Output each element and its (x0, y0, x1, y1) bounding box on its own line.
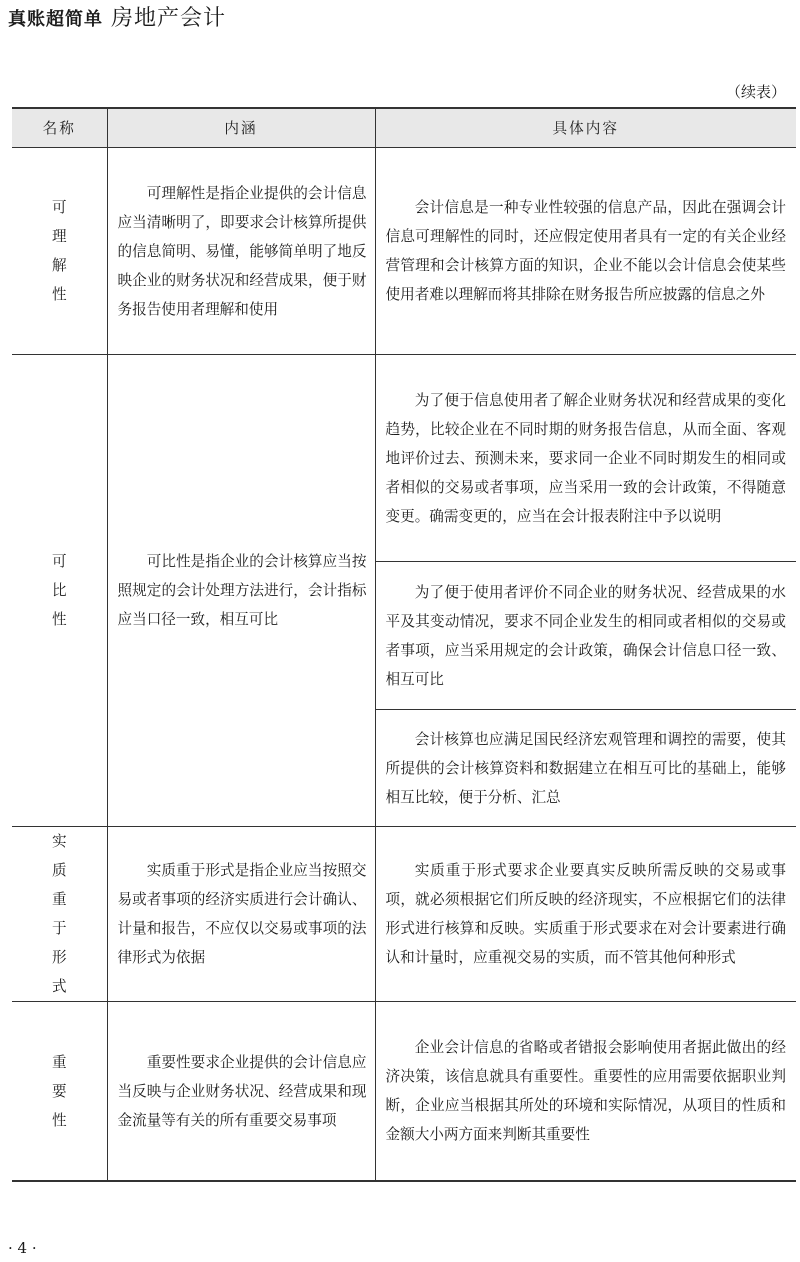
row-name: 实质重于形式 (51, 833, 67, 995)
definition-text: 实质重于形式是指企业应当按照交易或者事项的经济实质进行会计确认、计量和报告，不应仅以交易或事项的法律形式为依据 (117, 862, 367, 966)
details-text: 为了便于使用者评价不同企业的财务状况、经营成果的水平及其变动情况，要求不同企业发生的相同或者相似的交易或者事项，应当采用规定的会计政策，确保会计信息口径一致、相互可比 (385, 583, 786, 688)
details-cell (375, 562, 796, 710)
details-text: 企业会计信息的省略或者错报会影响使用者据此做出的经济决策，该信息就具有重要性。重要性的应用需要依据职业判断，企业应当根据其所处的环境和实际情况，从项目的性质和金额大小两方面来判断其重要性 (385, 1039, 786, 1143)
row-name-cell (12, 148, 107, 355)
column-header-definition: 内涵 (107, 108, 375, 148)
details-cell (375, 355, 796, 562)
continued-label: （续表） (725, 83, 786, 101)
definition-cell (107, 355, 375, 827)
definition-text: 可理解性是指企业提供的会计信息应当清晰明了，即要求会计核算所提供的信息简明、易懂，能够简单明了地反映企业的财务状况和经营成果，便于财务报告使用者理解和使用 (117, 184, 367, 318)
definition-cell (107, 827, 375, 1002)
row-name-cell (12, 355, 107, 827)
row-name: 可理解性 (51, 199, 67, 303)
details-text: 会计核算也应满足国民经济宏观管理和调控的需要，使其所提供的会计核算资料和数据建立在相互可比的基础上，能够相互比较，便于分析、汇总 (385, 730, 786, 806)
table-row (12, 355, 796, 562)
details-text: 为了便于信息使用者了解企业财务状况和经营成果的变化趋势，比较企业在不同时期的财务报告信息，从而全面、客观地评价过去、预测未来，要求同一企业不同时期发生的相同或者相似的交易或者事项，应当采用一致的会计政策，不得随意变更。确需变更的，应当在会计报表附注中予以说明 (385, 391, 786, 525)
definition-text: 重要性要求企业提供的会计信息应当反映与企业财务状况、经营成果和现金流量等有关的所有重要交易事项 (117, 1053, 367, 1129)
series-title: 真账超简单 (8, 9, 103, 30)
details-cell (375, 148, 796, 355)
column-header-name: 名称 (12, 108, 107, 148)
definition-cell (107, 1002, 375, 1182)
column-header-details: 具体内容 (375, 108, 796, 148)
details-cell (375, 1002, 796, 1182)
definition-cell (107, 148, 375, 355)
book-title: 房地产会计 (111, 6, 227, 31)
table-row (12, 827, 796, 1002)
details-text: 会计信息是一种专业性较强的信息产品，因此在强调会计信息可理解性的同时，还应假定使用者具有一定的有关企业经营管理和会计核算方面的知识，企业不能以会计信息会使某些使用者难以理解而将其排除在财务报告所应披露的信息之外 (385, 199, 786, 303)
table-header-row (12, 108, 796, 148)
running-head (8, 4, 226, 35)
row-name: 重要性 (51, 1053, 67, 1129)
row-name-cell (12, 1002, 107, 1182)
details-cell (375, 827, 796, 1002)
details-text: 实质重于形式要求企业要真实反映所需反映的交易或事项，就必须根据它们所反映的经济现实，不应根据它们的法律形式进行核算和反映。实质重于形式要求在对会计要素进行确认和计量时，应重视交易的实质，而不管其他何种形式 (385, 862, 786, 966)
row-name-cell (12, 827, 107, 1002)
principles-table (12, 107, 796, 1182)
page-number: · 4 · (8, 1239, 37, 1257)
definition-text: 可比性是指企业的会计核算应当按照规定的会计处理方法进行，会计指标应当口径一致，相互可比 (117, 553, 367, 628)
details-cell (375, 710, 796, 827)
table-row (12, 148, 796, 355)
table-row (12, 1002, 796, 1182)
row-name: 可比性 (51, 553, 67, 628)
